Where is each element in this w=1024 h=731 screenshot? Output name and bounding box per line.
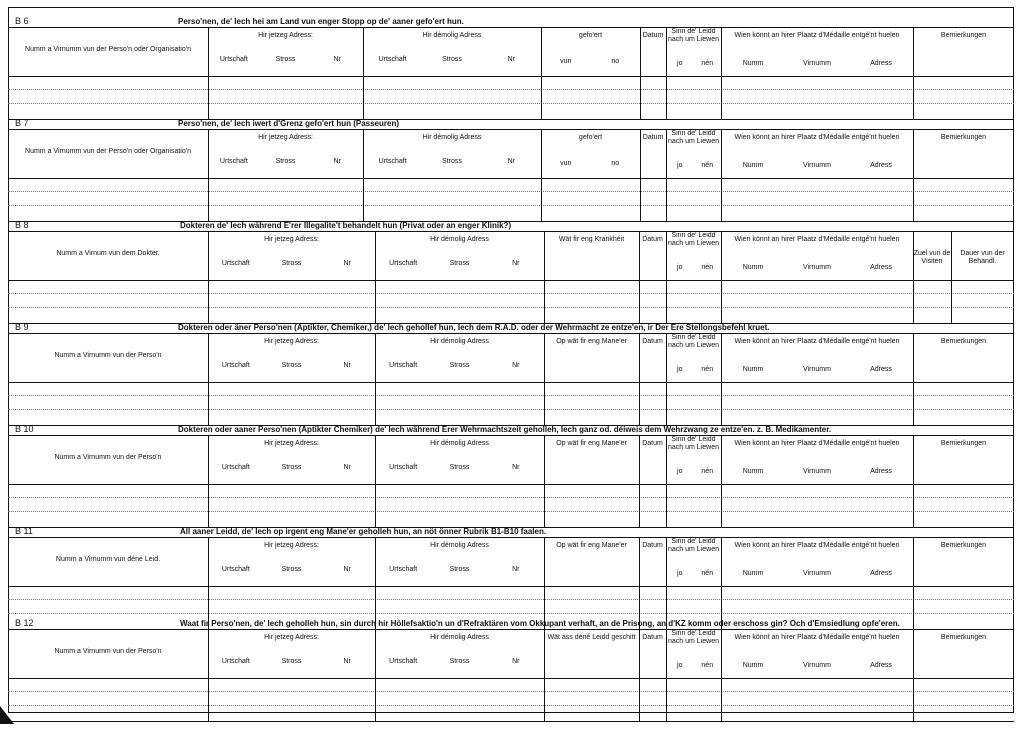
alive-subheader: jo [677, 60, 683, 67]
former-address-subheader: Nr [512, 658, 520, 665]
header-row [8, 27, 1014, 77]
date-header: Datum [642, 542, 663, 549]
name-column-header: Numm a Virnumm vun der Perso'n [54, 352, 162, 359]
medal-subheader: Numm [742, 570, 764, 577]
section-heading: Dokteren de' Iech während E'rer Illegalite't behandelt hun (Privat oder an enger Klinik?) [180, 221, 512, 230]
medal-subheader: Virnumm [803, 570, 831, 577]
third-group-header: Wät fir eng Krankhéit [558, 236, 625, 243]
entry-row-line [8, 599, 1014, 600]
entry-divider[interactable] [666, 483, 667, 527]
date-header: Datum [642, 236, 663, 243]
header-row [8, 129, 1014, 179]
former-address-header: Hir démolig Adress [430, 542, 489, 549]
medal-header: Wien könnt an hirer Plaatz d'Médaille entgé'nt huelen [734, 338, 900, 345]
entry-rows [8, 483, 1014, 528]
former-address-header: Hir démolig Adress [430, 634, 489, 641]
entry-divider[interactable] [363, 177, 364, 221]
former-address-subheader: Stross [442, 158, 462, 165]
former-address-subheader: Nr [507, 158, 516, 165]
entry-row-line [8, 307, 1014, 308]
current-address-subheader: Stross [281, 260, 302, 267]
remarks-header: Bemierkungen [940, 634, 987, 641]
former-address-subheader: Nr [507, 56, 516, 63]
former-address-subheader: Stross [449, 464, 470, 471]
current-address-subheader: Stross [275, 56, 296, 63]
former-address-subheader: Stross [442, 56, 462, 63]
third-group-header: Op wät fir eng Mane'er [556, 542, 627, 549]
section-code: B 11 [15, 526, 33, 536]
name-column-header: Numm a Virnum vun dem Dokter. [56, 250, 160, 257]
current-address-subheader: Stross [281, 566, 302, 573]
current-address-subheader: Urtschaft [221, 362, 250, 369]
alive-header: Sinn de' Leidd nach um Liewen [668, 436, 719, 451]
current-address-subheader: Nr [343, 658, 351, 665]
medal-subheader: Numm [742, 468, 764, 475]
entry-row-line [8, 103, 1014, 104]
entry-row-line [8, 497, 1014, 498]
alive-subheader: nén [701, 60, 714, 67]
entry-divider[interactable] [721, 279, 722, 323]
header-row [8, 629, 1014, 679]
date-header: Datum [642, 440, 663, 447]
section-code: B 10 [15, 424, 34, 434]
entry-divider[interactable] [640, 75, 641, 119]
third-group-subheader: no [611, 160, 620, 167]
medal-subheader: Adress [870, 570, 892, 577]
current-address-subheader: Nr [343, 464, 351, 471]
medal-subheader: Numm [742, 162, 764, 169]
entry-divider[interactable] [375, 279, 376, 323]
third-group-header: gefo'ert [578, 134, 603, 141]
third-group-header: Op wät fir eng Mane'er [556, 440, 627, 447]
former-address-subheader: Urtschaft [378, 56, 407, 63]
alive-subheader: nén [701, 468, 714, 475]
current-address-subheader: Nr [343, 362, 351, 369]
medal-header: Wien könnt an hirer Plaatz d'Médaille entgé'nt huelen [734, 32, 900, 39]
alive-subheader: jo [677, 264, 683, 271]
remarks-header: Bemierkungen [940, 338, 987, 345]
section-title-bar [8, 320, 1014, 333]
section-code: B 9 [15, 322, 29, 332]
medal-subheader: Virnumm [803, 366, 831, 373]
current-address-header: Hir jetzeg Adress: [258, 32, 313, 39]
entry-divider[interactable] [375, 381, 376, 425]
section-code: B 8 [15, 220, 29, 230]
entry-divider[interactable] [913, 381, 914, 425]
former-address-subheader: Urtschaft [389, 658, 418, 665]
section-heading: Dokteren oder äner Perso'nen (Aptikter, Chemiker,) de' Iech gehollef hun, Iech dem R.A.D. oder der Wehrmacht ze entze'en, ir Der Ere Stellongsbefehl kruet. [178, 323, 770, 332]
medal-subheader: Virnumm [803, 264, 831, 271]
entry-row-line [8, 293, 1014, 294]
entry-divider[interactable] [666, 75, 667, 119]
former-address-subheader: Stross [449, 566, 470, 573]
remarks-header: Bemierkungen [940, 32, 987, 39]
section-b-9 [8, 320, 1014, 427]
medal-header: Wien könnt an hirer Plaatz d'Médaille entgé'nt huelen [734, 236, 900, 243]
entry-divider[interactable] [208, 75, 209, 119]
entry-divider[interactable] [363, 75, 364, 119]
alive-subheader: nén [701, 366, 714, 373]
alive-subheader: nén [701, 162, 714, 169]
former-address-subheader: Stross [449, 260, 470, 267]
entry-divider[interactable] [913, 677, 914, 721]
current-address-subheader: Nr [333, 158, 341, 165]
current-address-subheader: Urtschaft [221, 260, 250, 267]
former-address-subheader: Nr [512, 566, 520, 573]
medal-subheader: Numm [742, 366, 764, 373]
entry-divider[interactable] [721, 381, 722, 425]
section-b-11 [8, 524, 1014, 631]
section-title-bar [8, 116, 1014, 129]
alive-subheader: nén [701, 570, 714, 577]
third-group-header: gefo'ert [578, 32, 603, 39]
section-title-bar [8, 616, 1014, 629]
current-address-header: Hir jetzeg Adress: [258, 134, 313, 141]
third-group-header: Wät ass déné Leidd geschitt [547, 634, 636, 641]
entry-divider[interactable] [639, 279, 640, 323]
medal-header: Wien könnt an hirer Plaatz d'Médaille entgé'nt huelen [734, 440, 900, 447]
section-code: B 6 [15, 16, 29, 26]
entry-divider[interactable] [544, 381, 545, 425]
entry-divider[interactable] [541, 75, 542, 119]
former-address-subheader: Nr [512, 362, 520, 369]
name-column-header: Numm a Virnumm vun déné Leid. [55, 556, 161, 563]
date-header: Datum [642, 634, 663, 641]
medal-header: Wien könnt an hirer Plaatz d'Médaille entgé'nt huelen [734, 634, 900, 641]
current-address-subheader: Stross [281, 658, 302, 665]
header-row [8, 537, 1014, 587]
entry-row-line [8, 511, 1014, 512]
entry-divider[interactable] [544, 677, 545, 721]
section-b-10 [8, 422, 1014, 529]
alive-subheader: jo [677, 162, 683, 169]
section-title-bar [8, 422, 1014, 435]
visits-header: Zuel vun de Visiten [913, 250, 951, 265]
former-address-subheader: Stross [449, 658, 470, 665]
section-b-8 [8, 218, 1014, 325]
alive-subheader: jo [677, 570, 683, 577]
entry-divider[interactable] [208, 677, 209, 721]
entry-divider[interactable] [913, 75, 914, 119]
current-address-header: Hir jetzeg Adress: [264, 440, 319, 447]
entry-divider[interactable] [951, 279, 952, 323]
entry-divider[interactable] [913, 483, 914, 527]
section-title-bar [8, 524, 1014, 537]
medal-subheader: Adress [870, 162, 892, 169]
medal-subheader: Virnumm [803, 662, 831, 669]
entry-divider[interactable] [721, 177, 722, 221]
former-address-header: Hir démolig Adress [430, 440, 489, 447]
alive-header: Sinn de' Leidd nach um Liewen [668, 630, 719, 645]
section-code: B 12 [15, 618, 34, 628]
entry-rows [8, 381, 1014, 426]
entry-divider[interactable] [208, 279, 209, 323]
section-heading: Perso'nen, de' Iech iwert d'Grenz gefo'ert hun (Passeuren) [178, 119, 399, 128]
current-address-header: Hir jetzeg Adress: [264, 542, 319, 549]
entry-divider[interactable] [913, 279, 914, 323]
frame-top-border [8, 7, 1014, 8]
current-address-subheader: Urtschaft [219, 56, 248, 63]
section-heading: Dokteren oder aaner Perso'nen (Aptikter Chemiker) de' Iech während Erer Wehrmachtszeit geholleh, Iech ganz od. déiweis dem Wehrzwang ze entze'en. z. B. Medikamenter. [178, 425, 832, 434]
former-address-header: Hir démolig Adress [430, 338, 489, 345]
current-address-subheader: Urtschaft [219, 158, 248, 165]
current-address-subheader: Urtschaft [221, 566, 250, 573]
current-address-subheader: Stross [275, 158, 296, 165]
former-address-subheader: Urtschaft [389, 566, 418, 573]
third-group-header: Op wät fir eng Mane'er [556, 338, 627, 345]
alive-header: Sinn de' Leidd nach um Liewen [668, 232, 719, 247]
entry-row-line [8, 205, 1014, 206]
medal-subheader: Numm [742, 264, 764, 271]
medal-subheader: Adress [870, 662, 892, 669]
third-group-subheader: no [611, 58, 620, 65]
medal-subheader: Adress [870, 60, 892, 67]
duration-header: Dauer vun der Behandl. [960, 250, 1005, 265]
medal-subheader: Numm [742, 662, 764, 669]
third-group-subheader: vun [560, 58, 572, 65]
entry-row-line [8, 705, 1014, 706]
medal-subheader: Adress [870, 366, 892, 373]
entry-rows [8, 75, 1014, 120]
name-column-header: Numm a Virnumm vun der Perso'n oder Organisatio'n [25, 148, 191, 155]
current-address-subheader: Urtschaft [221, 464, 250, 471]
entry-divider[interactable] [721, 483, 722, 527]
header-row [8, 435, 1014, 485]
entry-row-line [8, 691, 1014, 692]
medal-subheader: Virnumm [803, 162, 831, 169]
medal-header: Wien könnt an hirer Plaatz d'Médaille entgé'nt huelen [734, 134, 900, 141]
remarks-header: Bemierkungen [940, 134, 987, 141]
name-column-header: Numm a Virnumm vun der Perso'n [54, 648, 162, 655]
entry-row-line [8, 89, 1014, 90]
medal-subheader: Virnumm [803, 468, 831, 475]
current-address-subheader: Nr [343, 260, 351, 267]
entry-divider[interactable] [721, 677, 722, 721]
header-row [8, 231, 1014, 281]
medal-subheader: Numm [742, 60, 764, 67]
entry-divider[interactable] [375, 677, 376, 721]
entry-divider[interactable] [666, 177, 667, 221]
section-b-7 [8, 116, 1014, 223]
entry-divider[interactable] [541, 177, 542, 221]
alive-header: Sinn de' Leidd nach um Liewen [668, 334, 719, 349]
section-b-6 [8, 14, 1014, 121]
current-address-header: Hir jetzeg Adress: [264, 634, 319, 641]
entry-divider[interactable] [375, 483, 376, 527]
name-column-header: Numm a Virnumm vun der Perso'n [54, 454, 162, 461]
name-column-header: Numm a Virnumm vun der Perso'n oder Organisatio'n [25, 46, 191, 53]
former-address-header: Hir démolig Adress [422, 134, 482, 141]
section-code: B 7 [15, 118, 29, 128]
entry-divider[interactable] [639, 483, 640, 527]
date-header: Datum [642, 338, 663, 345]
former-address-header: Hir démolig Adress [430, 236, 489, 243]
third-group-subheader: vun [560, 160, 572, 167]
remarks-header: Bemierkungen [940, 542, 987, 549]
alive-header: Sinn de' Leidd nach um Liewen [668, 28, 719, 43]
date-header: Datum [642, 32, 664, 39]
entry-divider[interactable] [208, 381, 209, 425]
entry-divider[interactable] [544, 279, 545, 323]
section-title-bar [8, 218, 1014, 231]
entry-row-line [8, 409, 1014, 410]
medal-subheader: Adress [870, 264, 892, 271]
entry-divider[interactable] [544, 483, 545, 527]
section-heading: Waat fir Perso'nen, de' Iech geholleh hun, sin durch hir Höllefsaktio'n un d'Refraktären vom Okkupant verhaft, an de Prisong, an d'KZ komm oder erschoss gin? Och d'Emsiedlung opfe'eren. [180, 619, 900, 628]
entry-divider[interactable] [666, 279, 667, 323]
alive-subheader: jo [677, 468, 683, 475]
date-header: Datum [642, 134, 664, 141]
entry-row-line [8, 613, 1014, 614]
former-address-header: Hir démolig Adress [422, 32, 482, 39]
former-address-subheader: Nr [512, 260, 520, 267]
former-address-subheader: Urtschaft [389, 464, 418, 471]
former-address-subheader: Nr [512, 464, 520, 471]
entry-rows [8, 279, 1014, 324]
section-heading: All aaner Leidd, de' Iech op irgent eng Mane'er geholleh hun, an nöt önner Rubrik B1-B10 faalen. [180, 527, 547, 536]
current-address-header: Hir jetzeg Adress: [264, 236, 319, 243]
alive-header: Sinn de' Leidd nach um Liewen [668, 130, 719, 145]
entry-divider[interactable] [640, 177, 641, 221]
current-address-subheader: Nr [343, 566, 351, 573]
entry-divider[interactable] [208, 177, 209, 221]
entry-divider[interactable] [666, 381, 667, 425]
current-address-header: Hir jetzeg Adress: [264, 338, 319, 345]
section-b-12 [8, 616, 1014, 723]
current-address-subheader: Nr [333, 56, 341, 63]
former-address-subheader: Urtschaft [389, 260, 418, 267]
entry-divider[interactable] [913, 177, 914, 221]
entry-divider[interactable] [639, 677, 640, 721]
current-address-subheader: Stross [281, 362, 302, 369]
former-address-subheader: Stross [449, 362, 470, 369]
current-address-subheader: Stross [281, 464, 302, 471]
former-address-subheader: Urtschaft [378, 158, 407, 165]
alive-subheader: jo [677, 662, 683, 669]
entry-rows [8, 177, 1014, 222]
header-row [8, 333, 1014, 383]
section-heading: Perso'nen, de' Iech hei am Land vun enger Stopp op de' aaner gefo'ert hun. [178, 17, 464, 26]
section-title-bar [8, 14, 1014, 27]
medal-header: Wien könnt an hirer Plaatz d'Médaille entgé'nt huelen [734, 542, 900, 549]
alive-subheader: nén [701, 264, 714, 271]
entry-divider[interactable] [666, 677, 667, 721]
alive-header: Sinn de' Leidd nach um Liewen [668, 538, 719, 553]
entry-rows [8, 677, 1014, 722]
medal-subheader: Adress [870, 468, 892, 475]
entry-divider[interactable] [208, 483, 209, 527]
alive-subheader: jo [677, 366, 683, 373]
remarks-header: Bemierkungen [940, 440, 987, 447]
alive-subheader: nén [701, 662, 714, 669]
current-address-subheader: Urtschaft [221, 658, 250, 665]
entry-divider[interactable] [721, 75, 722, 119]
former-address-subheader: Urtschaft [389, 362, 418, 369]
entry-divider[interactable] [639, 381, 640, 425]
medal-subheader: Virnumm [803, 60, 831, 67]
entry-row-line [8, 191, 1014, 192]
entry-row-line [8, 395, 1014, 396]
